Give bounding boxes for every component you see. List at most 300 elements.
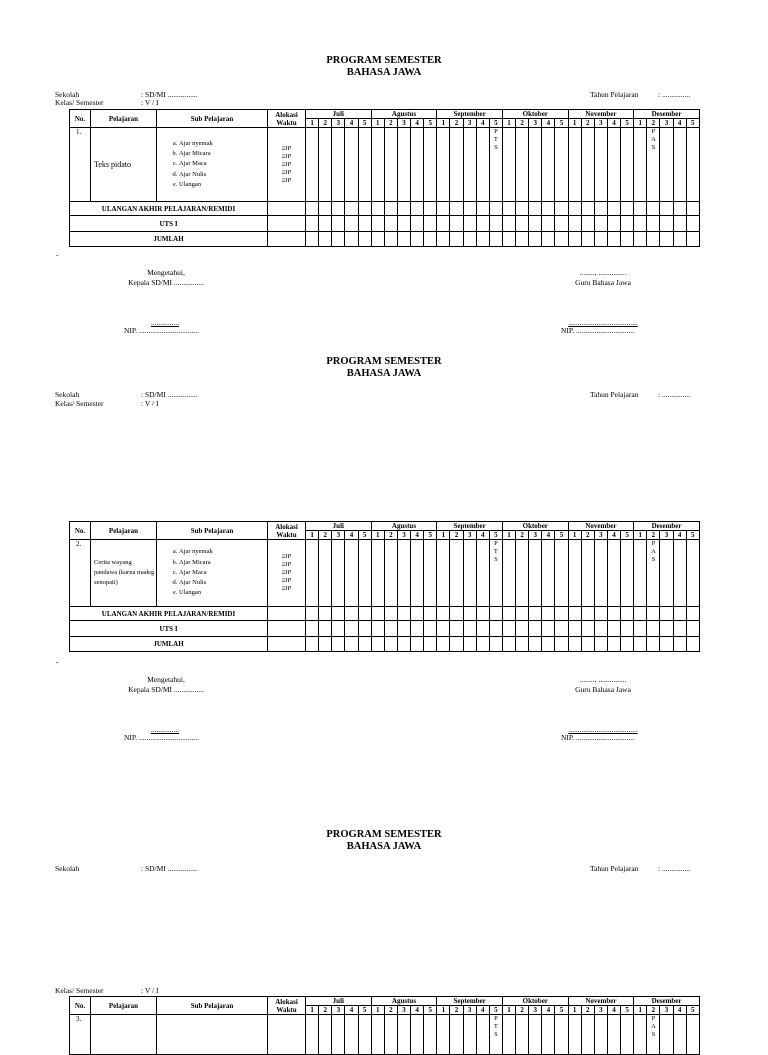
week-cell xyxy=(673,216,686,232)
week-cell xyxy=(516,621,529,637)
week-number: 3 xyxy=(594,119,607,128)
week-number: 2 xyxy=(647,1006,660,1015)
pts-letter: S xyxy=(494,556,498,563)
month-header: Juli xyxy=(306,110,372,119)
teacher-label: Guru Bahasa Jawa xyxy=(575,278,631,287)
week-cell xyxy=(621,540,634,607)
week-cell xyxy=(502,232,515,247)
col-no-header: No. xyxy=(70,997,91,1015)
week-cell xyxy=(397,621,410,637)
week-number: 1 xyxy=(502,119,515,128)
teacher-nip: NIP. ............................... xyxy=(561,733,635,742)
week-cell xyxy=(516,637,529,652)
week-cell xyxy=(555,621,568,637)
week-number: 1 xyxy=(437,531,450,540)
week-cell xyxy=(411,202,424,216)
week-cell xyxy=(516,540,529,607)
week-cell xyxy=(568,621,581,637)
week-cell xyxy=(542,232,555,247)
week-number: 3 xyxy=(660,1006,673,1015)
pts-letter: T xyxy=(493,136,498,143)
total-row: JUMLAH xyxy=(70,232,268,247)
month-header: Juli xyxy=(306,997,372,1006)
page-subtitle: BAHASA JAWA xyxy=(346,368,422,379)
week-cell xyxy=(529,607,542,621)
place-date: ........, ............... xyxy=(579,675,627,684)
week-cell xyxy=(516,1015,529,1055)
subtopic-item: b. Ajar Micara xyxy=(179,558,267,568)
week-cell xyxy=(306,637,319,652)
week-cell xyxy=(437,607,450,621)
week-number: 5 xyxy=(686,531,699,540)
week-cell xyxy=(529,621,542,637)
week-cell xyxy=(489,607,502,621)
week-cell xyxy=(489,621,502,637)
week-cell xyxy=(450,637,463,652)
alloc-sum-cell xyxy=(268,621,306,637)
week-cell xyxy=(502,128,515,202)
week-cell xyxy=(371,540,384,607)
week-number: 2 xyxy=(319,119,332,128)
week-cell xyxy=(607,128,620,202)
total-row: JUMLAH xyxy=(70,637,268,652)
week-cell xyxy=(621,621,634,637)
pts-letter: P xyxy=(494,128,498,135)
col-alloc-header: Alokasi Waktu xyxy=(268,522,306,540)
col-no-header: No. xyxy=(70,522,91,540)
week-number: 3 xyxy=(397,531,410,540)
week-cell xyxy=(542,128,555,202)
week-number: 4 xyxy=(542,1006,555,1015)
week-cell xyxy=(319,232,332,247)
week-cell xyxy=(634,607,647,621)
week-number: 5 xyxy=(621,1006,634,1015)
week-cell xyxy=(319,216,332,232)
week-cell xyxy=(476,1015,489,1055)
week-cell xyxy=(673,128,686,202)
week-number: 4 xyxy=(411,119,424,128)
week-cell xyxy=(660,540,673,607)
week-cell xyxy=(634,540,647,607)
week-cell xyxy=(555,637,568,652)
week-cell xyxy=(581,621,594,637)
week-cell xyxy=(542,540,555,607)
week-cell xyxy=(306,216,319,232)
week-cell xyxy=(489,216,502,232)
week-cell xyxy=(489,1015,502,1055)
final-exam-row: ULANGAN AKHIR PELAJARAN/REMIDI xyxy=(70,607,268,621)
year-value: : ............... xyxy=(658,390,691,399)
teacher-nip: NIP. ............................... xyxy=(561,326,635,335)
col-subject-header: Pelajaran xyxy=(91,110,157,128)
col-no-header: No. xyxy=(70,110,91,128)
alloc-sum-cell xyxy=(268,216,306,232)
week-cell xyxy=(581,637,594,652)
week-cell xyxy=(437,1015,450,1055)
week-cell xyxy=(542,607,555,621)
week-cell xyxy=(358,128,371,202)
week-number: 2 xyxy=(647,531,660,540)
pts-letter: P xyxy=(494,540,498,547)
week-number: 5 xyxy=(424,1006,437,1015)
week-number: 4 xyxy=(542,119,555,128)
week-number: 1 xyxy=(502,531,515,540)
month-header: September xyxy=(437,997,503,1006)
week-number: 5 xyxy=(358,119,371,128)
week-cell xyxy=(647,202,660,216)
week-number: 2 xyxy=(581,119,594,128)
week-number: 3 xyxy=(463,119,476,128)
week-cell xyxy=(621,607,634,621)
week-cell xyxy=(384,202,397,216)
week-cell xyxy=(529,1015,542,1055)
school-label: Sekolah xyxy=(55,390,80,399)
week-cell xyxy=(607,202,620,216)
col-sub-header: Sub Pelajaran xyxy=(157,997,268,1015)
week-number: 5 xyxy=(424,531,437,540)
week-cell xyxy=(555,232,568,247)
week-cell xyxy=(647,1015,660,1055)
pts-letter: S xyxy=(494,1031,498,1038)
week-number: 3 xyxy=(529,119,542,128)
week-cell xyxy=(358,637,371,652)
month-header: November xyxy=(568,522,634,531)
month-header: Agustus xyxy=(371,110,437,119)
week-cell xyxy=(411,540,424,607)
week-cell xyxy=(411,128,424,202)
week-number: 4 xyxy=(673,119,686,128)
week-number: 3 xyxy=(332,1006,345,1015)
week-cell xyxy=(384,621,397,637)
teacher-name-line: ..................................... xyxy=(568,318,638,327)
week-number: 4 xyxy=(411,1006,424,1015)
school-label: Sekolah xyxy=(55,90,80,99)
week-cell xyxy=(502,202,515,216)
week-cell xyxy=(397,637,410,652)
week-cell xyxy=(568,540,581,607)
week-cell xyxy=(686,216,699,232)
week-cell xyxy=(489,128,502,202)
pts-letter: S xyxy=(494,144,498,151)
week-cell xyxy=(319,637,332,652)
month-header: September xyxy=(437,522,503,531)
week-number: 5 xyxy=(358,1006,371,1015)
week-cell xyxy=(424,540,437,607)
alloc-sum-cell xyxy=(268,607,306,621)
subject-cell xyxy=(91,1015,157,1055)
week-cell xyxy=(397,232,410,247)
week-cell xyxy=(424,607,437,621)
time-allocation-cell xyxy=(268,1015,306,1055)
pts-letter: T xyxy=(493,548,498,555)
week-cell xyxy=(463,540,476,607)
week-cell xyxy=(660,1015,673,1055)
week-cell xyxy=(634,1015,647,1055)
principal-label: Kepala SD/MI ................ xyxy=(128,278,204,287)
week-cell xyxy=(358,607,371,621)
week-cell xyxy=(502,540,515,607)
week-cell xyxy=(358,621,371,637)
col-alloc-header: Alokasi Waktu xyxy=(268,997,306,1015)
week-number: 1 xyxy=(568,1006,581,1015)
week-cell xyxy=(332,216,345,232)
week-cell xyxy=(345,128,358,202)
week-cell xyxy=(634,216,647,232)
week-cell xyxy=(621,216,634,232)
week-cell xyxy=(450,607,463,621)
month-header: November xyxy=(568,110,634,119)
week-cell xyxy=(319,621,332,637)
week-cell xyxy=(463,232,476,247)
week-cell xyxy=(647,621,660,637)
page-subtitle: BAHASA JAWA xyxy=(346,67,422,78)
week-number: 2 xyxy=(516,1006,529,1015)
week-cell xyxy=(424,1015,437,1055)
week-number: 2 xyxy=(450,1006,463,1015)
pas-letter: S xyxy=(651,144,656,151)
week-cell xyxy=(660,607,673,621)
week-cell xyxy=(358,232,371,247)
week-number: 4 xyxy=(476,1006,489,1015)
week-cell xyxy=(319,540,332,607)
week-cell xyxy=(686,621,699,637)
week-cell xyxy=(621,202,634,216)
week-cell xyxy=(529,128,542,202)
week-number: 1 xyxy=(502,1006,515,1015)
week-cell xyxy=(516,202,529,216)
week-cell xyxy=(450,540,463,607)
week-number: 2 xyxy=(516,531,529,540)
week-cell xyxy=(686,232,699,247)
week-cell xyxy=(306,621,319,637)
week-cell xyxy=(424,202,437,216)
week-cell xyxy=(581,1015,594,1055)
principal-name-line: ............... xyxy=(150,725,180,734)
week-cell xyxy=(384,216,397,232)
principal-name-line: ............... xyxy=(150,318,180,327)
subtopic-item: e. Ulangan xyxy=(179,588,267,598)
week-cell xyxy=(384,637,397,652)
week-cell xyxy=(542,637,555,652)
week-cell xyxy=(660,232,673,247)
week-cell xyxy=(673,540,686,607)
week-cell xyxy=(306,202,319,216)
week-cell xyxy=(345,202,358,216)
subtopic-item: a. Ajar nyemak xyxy=(179,547,267,557)
week-cell xyxy=(397,202,410,216)
week-number: 1 xyxy=(371,1006,384,1015)
final-exam-row: ULANGAN AKHIR PELAJARAN/REMIDI xyxy=(70,202,268,216)
week-cell xyxy=(332,128,345,202)
week-cell xyxy=(673,202,686,216)
week-cell xyxy=(634,202,647,216)
week-cell xyxy=(424,621,437,637)
week-cell xyxy=(594,621,607,637)
week-cell xyxy=(568,216,581,232)
subtopics-cell xyxy=(157,1015,268,1055)
year-value: : ............... xyxy=(658,90,691,99)
row-number: 3. xyxy=(70,1015,91,1055)
week-number: 5 xyxy=(424,119,437,128)
week-cell xyxy=(581,607,594,621)
week-number: 3 xyxy=(594,531,607,540)
month-header: Desember xyxy=(634,522,700,531)
week-cell xyxy=(686,202,699,216)
week-number: 3 xyxy=(332,531,345,540)
week-number: 5 xyxy=(686,1006,699,1015)
subtopic-item: c. Ajar Maca xyxy=(179,568,267,578)
week-cell xyxy=(476,232,489,247)
week-cell xyxy=(437,232,450,247)
week-cell xyxy=(345,540,358,607)
week-cell xyxy=(397,607,410,621)
week-cell xyxy=(621,637,634,652)
week-cell xyxy=(542,1015,555,1055)
week-cell xyxy=(594,232,607,247)
week-number: 5 xyxy=(489,1006,502,1015)
acknowledged-label: Mengetahui, xyxy=(147,675,185,684)
time-allocation-cell: 2JP 2JP 2JP 2JP 2JP xyxy=(268,540,306,607)
week-number: 1 xyxy=(437,119,450,128)
week-cell xyxy=(384,128,397,202)
semester-table xyxy=(69,996,700,1055)
pas-letter: S xyxy=(651,1031,656,1038)
week-number: 1 xyxy=(306,531,319,540)
week-cell xyxy=(332,637,345,652)
week-number: 1 xyxy=(437,1006,450,1015)
week-number: 2 xyxy=(516,119,529,128)
week-cell xyxy=(634,637,647,652)
week-number: 4 xyxy=(607,119,620,128)
week-cell xyxy=(424,637,437,652)
week-cell xyxy=(568,1015,581,1055)
class-label: Kelas/ Semester xyxy=(55,986,104,995)
week-number: 2 xyxy=(319,1006,332,1015)
week-cell xyxy=(660,621,673,637)
week-cell xyxy=(424,216,437,232)
week-cell xyxy=(634,621,647,637)
year-label: Tahun Pelajaran xyxy=(590,864,639,873)
col-sub-header: Sub Pelajaran xyxy=(157,522,268,540)
week-cell xyxy=(555,128,568,202)
week-cell xyxy=(411,621,424,637)
year-value: : ............... xyxy=(658,864,691,873)
week-cell xyxy=(397,1015,410,1055)
week-number: 4 xyxy=(607,531,620,540)
week-cell xyxy=(502,607,515,621)
week-cell xyxy=(673,621,686,637)
week-cell xyxy=(607,1015,620,1055)
week-cell xyxy=(450,621,463,637)
week-number: 2 xyxy=(384,119,397,128)
week-number: 3 xyxy=(463,1006,476,1015)
week-cell xyxy=(594,540,607,607)
week-cell xyxy=(332,1015,345,1055)
week-cell xyxy=(371,621,384,637)
subtopic-item: d. Ajar Nulis xyxy=(179,578,267,588)
class-value: : V / I xyxy=(141,986,159,995)
week-cell xyxy=(476,128,489,202)
week-cell xyxy=(502,621,515,637)
week-cell xyxy=(463,637,476,652)
col-sub-header: Sub Pelajaran xyxy=(157,110,268,128)
week-cell xyxy=(594,1015,607,1055)
semester-table xyxy=(69,521,700,652)
week-number: 1 xyxy=(306,1006,319,1015)
week-cell xyxy=(581,232,594,247)
alloc-sum-cell xyxy=(268,202,306,216)
week-cell xyxy=(437,202,450,216)
week-cell xyxy=(358,216,371,232)
alloc-sum-cell xyxy=(268,232,306,247)
week-number: 2 xyxy=(384,531,397,540)
week-cell xyxy=(371,128,384,202)
subject-cell: Teks pidato xyxy=(91,128,157,202)
col-subject-header: Pelajaran xyxy=(91,997,157,1015)
class-label: Kelas/ Semester xyxy=(55,399,104,408)
uts-row: UTS I xyxy=(70,216,268,232)
week-cell xyxy=(529,216,542,232)
week-cell xyxy=(332,540,345,607)
week-number: 2 xyxy=(581,531,594,540)
week-cell xyxy=(568,607,581,621)
week-cell xyxy=(345,1015,358,1055)
week-number: 4 xyxy=(607,1006,620,1015)
week-number: 1 xyxy=(634,531,647,540)
week-number: 4 xyxy=(411,531,424,540)
pas-letter: P xyxy=(651,128,656,135)
week-cell xyxy=(332,607,345,621)
week-number: 3 xyxy=(397,119,410,128)
week-cell xyxy=(555,216,568,232)
week-cell xyxy=(542,216,555,232)
week-number: 4 xyxy=(476,531,489,540)
week-number: 2 xyxy=(647,119,660,128)
week-cell xyxy=(621,128,634,202)
pas-letter: P xyxy=(651,1015,656,1022)
class-value: : V / I xyxy=(141,98,159,107)
principal-nip: NIP. ................................ xyxy=(124,733,200,742)
week-number: 3 xyxy=(332,119,345,128)
week-cell xyxy=(594,607,607,621)
week-cell xyxy=(332,202,345,216)
month-header: Juli xyxy=(306,522,372,531)
week-cell xyxy=(306,128,319,202)
week-cell xyxy=(581,128,594,202)
week-cell xyxy=(450,232,463,247)
week-cell xyxy=(397,128,410,202)
month-header: Desember xyxy=(634,997,700,1006)
week-number: 4 xyxy=(476,119,489,128)
class-value: : V / I xyxy=(141,399,159,408)
week-cell xyxy=(411,232,424,247)
week-cell xyxy=(371,202,384,216)
principal-nip: NIP. ................................ xyxy=(124,326,200,335)
week-cell xyxy=(686,1015,699,1055)
week-cell xyxy=(476,607,489,621)
week-cell xyxy=(319,607,332,621)
row-number: 1. xyxy=(70,128,91,202)
week-number: 3 xyxy=(463,531,476,540)
year-label: Tahun Pelajaran xyxy=(590,90,639,99)
week-cell xyxy=(450,202,463,216)
week-cell xyxy=(594,128,607,202)
week-cell xyxy=(581,216,594,232)
week-number: 2 xyxy=(450,119,463,128)
week-cell xyxy=(371,637,384,652)
week-cell xyxy=(371,216,384,232)
week-cell xyxy=(502,1015,515,1055)
